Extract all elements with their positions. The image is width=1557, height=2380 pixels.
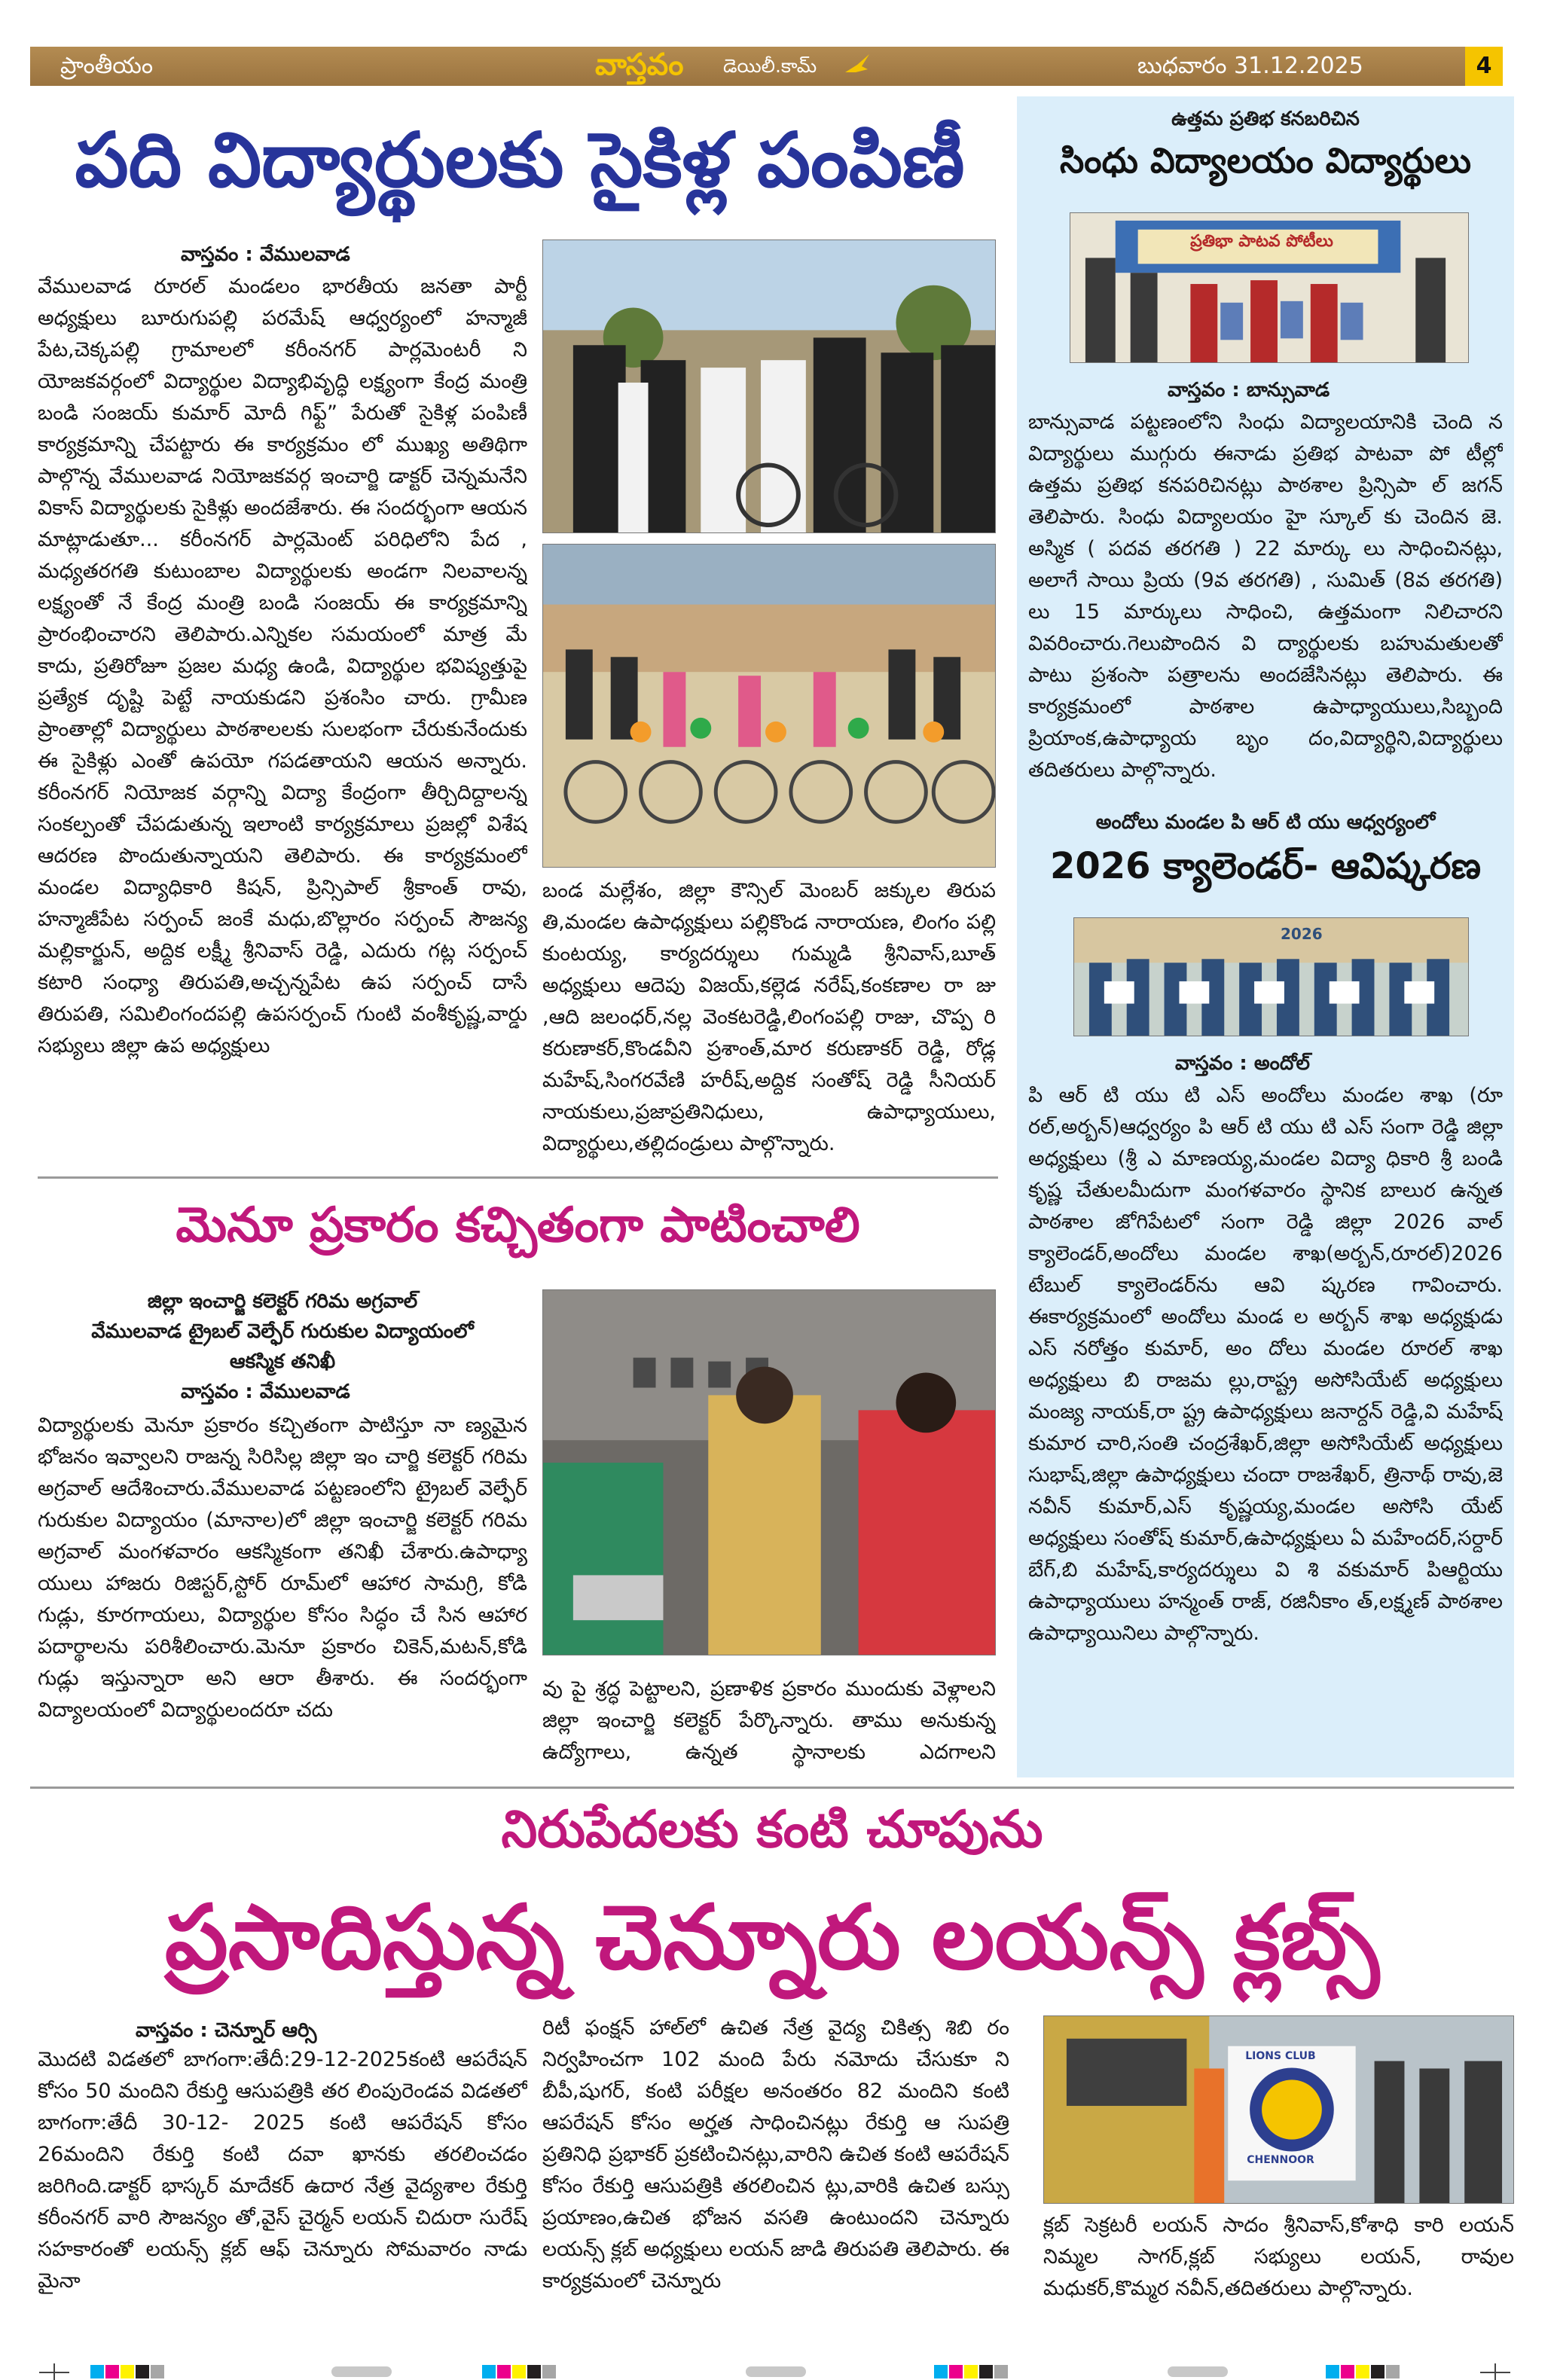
story2-sub2: వేములవాడ ట్రైబల్ వెల్ఫేర్ గురుకుల విద్యాయంలో — [91, 1320, 474, 1343]
sidebar2-body: పి ఆర్ టి యు టి ఎస్ అందోలు మండల శాఖ (రూ రల్,అర్బన్)ఆధ్వర్యం పి ఆర్ టి యు టి ఎస్ సంగా రెడ్డి జిల్లా అధ్యక్షులు (శ్రీ ఎ మాణయ్య,మండల విద్యా ధికారి శ్రీ బండి కృష్ణ చేతులమీదుగా మంగళవారం స్థానిక బాలుర ఉన్నత పాఠశాల జోగిపేటలో సంగా రెడ్డి జిల్లా 2026 వాల్ క్యాలెండర్,అందోలు మండల శాఖ(అర్బన్,రూరల్)2026 టేబుల్ క్యాలెండర్‌ను ఆవి ష్కరణ గావించారు. ఈకార్యక్రమంలో అందోలు మండ ల అర్బన్ శాఖ అధ్యక్షుడు ఎస్ నరోత్తం కుమార్, అం దోలు మండల రూరల్ శాఖ అధ్యక్షులు బి రాజమ ల్లు,రాష్ట్ర అసోసియేట్ అధ్యక్షులు మంజ్య నాయక్,రా ష్ట్ర ఉపాధ్యక్షులు జనార్దన్ రెడ్డి,వి మహేష్ కుమార చారి,సంతి చంద్రశేఖర్,జిల్లా అసోసియేట్ అధ్యక్షులు సుభాష్,జిల్లా ఉపాధ్యక్షులు చందా రాజశేఖర్, త్రినాథ్ రావు,జె నవీన్ కుమార్,ఎస్ కృష్ణయ్య,మండల అసోసి యేట్ అధ్యక్షులు సంతోష్ కుమార్,ఉపాధ్యక్షులు ఏ మహేందర్,సర్దార్ బేగ్,బి మహేష్,కార్యదర్శులు వి శి వకుమార్ పిఆర్టియు ఉపాధ్యాయులు హన్మంత్ రాజ్, రజినీకాం త్,లక్ష్మణ్ పాఠశాల ఉపాధ్యాయినిలు పాల్గొన్నారు. — [1028, 1084, 1503, 1645]
story2-headline: మెనూ ప్రకారం కచ్చితంగా పాటించాలి — [176, 1198, 860, 1253]
story2-col2: వు పై శ్రద్ధ పెట్టాలని, ప్రణాళిక ప్రకారం ముందుకు వెళ్లాలని జిల్లా ఇంచార్జి కలెక్టర్ పేర్కొన్నారు. తాము అనుకున్న ఉద్యోగాలు, ఉన్నత స్థానాలకు ఎదగాలని — [542, 1677, 996, 1764]
students-cycles-photo — [542, 544, 996, 868]
story3-headline2: ప్రసాదిస్తున్న చెన్నూరు లయన్స్ క్లబ్స్ — [164, 1885, 1380, 1989]
story3-col1: మొదటి విడతలో బాగంగా:తేదీ:29-12-2025కంటి ఆపరేషన్ కోసం 50 మందిని రేకుర్తి ఆసుపత్రికి తర లింపురెండవ విడతలో బాగంగా:తేదీ 30-12- 2025 కంటి ఆపరేషన్ కోసం 26మందిని రేకుర్తి కంటి దవా ఖానకు తరలించడం జరిగింది.డాక్టర్ భాస్కర్ మాదేకర్ ఉదార నేత్ర వైద్యశాల రేకుర్తి కరీంనగర్ వారి సౌజన్యం తో,వైస్ చైర్మన్ లయన్ చిదురా సురేష్ సహకారంతో లయన్స్ క్లబ్ ఆఫ్ చెన్నూరు సోమవారం నాడు మైనా — [38, 2048, 527, 2293]
date-label: బుధవారం 31.12.2025 — [1137, 53, 1363, 79]
story3-dateline: వాస్తవం : చెన్నూర్ ఆర్సి — [136, 2019, 317, 2042]
story2-col1: విద్యార్థులకు మెనూ ప్రకారం కచ్చితంగా పాటిస్తూ నా ణ్యమైన భోజనం ఇవ్వాలని రాజన్న సిరిసిల్ల జిల్లా ఇం చార్జి కలెక్టర్ గరిమ అగ్రవాల్ ఆదేశించారు.వేములవాడ పట్టణంలోని ట్రైబల్ వెల్ఫేర్ గురుకుల విద్యాయం (మానాల)లో జిల్లా ఇంచార్జి కలెక్టర్ గరిమ అగ్రవాల్ మంగళవారం ఆకస్మికంగా తనిఖీ చేశారు.ఉపాధ్యా యులు హాజరు రిజిస్టర్,స్టోర్ రూమ్‌లో ఆహార సామగ్రి, కోడి గుడ్లు, కూరగాయలు, విద్యార్థుల కోసం సిద్ధం చే సిన ఆహార పదార్థాలను పరిశీలించారు.మెనూ ప్రకారం చికెన్,మటన్,కోడి గుడ్లు ఇస్తున్నారా అని ఆరా తీశారు. ఈ సందర్భంగా విద్యాలయంలో విద్యార్థులందరూ చదు — [38, 1414, 527, 1722]
sidebar2-kicker: అందోలు మండల పి ఆర్ టి యు ఆధ్వర్యంలో — [1095, 811, 1436, 834]
calendar-year-text: 2026 — [1281, 925, 1323, 943]
print-color-strip — [0, 2350, 1557, 2380]
lions-banner-text2: CHENNOOR — [1247, 2154, 1314, 2166]
story1-headline: పది విద్యార్థులకు సైకిళ్ల పంపిణీ — [75, 116, 965, 204]
page-number-box: 4 — [1465, 47, 1503, 86]
lions-banner-text1: LIONS CLUB — [1245, 2050, 1316, 2062]
bird-icon — [842, 50, 872, 83]
cycle-handover-photo — [542, 240, 996, 533]
story2-sub1: జిల్లా ఇంచార్జి కలెక్టర్ గరిమ అగ్రవాల్ — [147, 1290, 418, 1313]
section-rule-2 — [30, 1787, 1514, 1789]
site-label: డెయిలీ.కామ్ — [723, 55, 817, 77]
sidebar2-dateline: వాస్తవం : అందోల్ — [1175, 1052, 1310, 1075]
story3-caption: క్లబ్ సెక్రటరీ లయన్ సాదం శ్రీనివాస్,కోశాధి కారి లయన్ నిమ్మల సాగర్,క్లబ్ సభ్యులు లయన్, రావుల మధుకర్,కొమ్మర నవీన్,తదితరులు పాల్గొన్నారు. — [1043, 2214, 1514, 2300]
sidebar1-body: బాన్సువాడ పట్టణంలోని సింధు విద్యాలయానికి చెంది న విద్యార్థులు ముగ్గురు ఈనాడు ప్రతిభ పాటవా పో టీల్లో ఉత్తమ ప్రతిభ కనపరిచినట్లు పాఠశాల ప్రిన్సిపా ల్ జగన్ తెలిపారు. సింధు విద్యాలయం హై స్కూల్ కు చెందిన జె. అస్మిక ( పదవ తరగతి ) 22 మార్కు లు సాధించినట్లు, అలాగే సాయి ప్రియ (9వ తరగతి) , సుమిత్ (8వ తరగతి) లు 15 మార్కులు సాధించి, ఉత్తమంగా నిలిచారని వివరించారు.గెలుపొందిన వి ద్యార్థులకు బహుమతులతో పాటు ప్రశంసా పత్రాలను అందజేసినట్లు తెలిపారు. ఈ కార్యక్రమంలో పాఠశాల ఉపాధ్యాయులు,సిబ్బంది ప్రియాంక,ఉపాధ్యాయ బృం దం,విద్యార్థిని,విద్యార్థులు తదితరులు పాల్గొన్నారు. — [1028, 410, 1503, 782]
story3-col2: రిటీ ఫంక్షన్ హాల్‌లో ఉచిత నేత్ర వైద్య చికిత్స శిబి రం నిర్వహించగా 102 మంది పేరు నమోదు చేసుకూ ని బీపీ,షుగర్, కంటి పరీక్షల అనంతరం 82 మందిని కంటి ఆపరేషన్ కోసం అర్హత సాధించినట్లు రేకుర్తి ఆ సుపత్రి ప్రతినిధి ప్రభాకర్ ప్రకటించినట్లు,వారిని ఉచిత కంటి ఆపరేషన్ కోసం రేకుర్తి ఆసుపత్రికి తరలించిన ట్లు,వారికి ఉచిత బస్సు ప్రయాణం,ఉచిత భోజన వసతి ఉంటుందని చెన్నూరు లయన్స్ క్లబ్ అధ్యక్షులు లయన్ జాడి తిరుపతి తెలిపారు. ఈ కార్యక్రమంలో చెన్నూరు — [542, 2016, 1009, 2293]
sindhu-banner-text: ప్రతిభా పాటవ పోటీలు — [1190, 232, 1333, 251]
sidebar1-dateline: వాస్తవం : బాన్సువాడ — [1168, 379, 1330, 401]
story1-col1: వేములవాడ రూరల్ మండలం భారతీయ జనతా పార్టీ అధ్యక్షులు బూరుగుపల్లి పరమేష్ ఆధ్వర్యంలో హన్మాజీ పేట,చెక్కపల్లి గ్రామాలలో కరీంనగర్ పార్లమెంటరీ ని యోజకవర్గంలో విద్యార్థుల విద్యాభివృద్ధి లక్ష్యంగా కేంద్ర మంత్రి బండి సంజయ్ కుమార్ మోదీ గిఫ్ట్” పేరుతో సైకిళ్ల పంపిణీ కార్యక్రమాన్ని చేపట్టారు ఈ కార్యక్రమం లో ముఖ్య అతిథిగా పాల్గొన్న వేములవాడ నియోజకవర్గ ఇంచార్జి డాక్టర్ చెన్నమనేని వికాస్ విద్యార్థులకు సైకిళ్లు అందజేశారు. ఈ సందర్భంగా ఆయన మాట్లాడుతూ... కరీంనగర్ పార్లమెంట్ పరిధిలోని పేద , మధ్యతరగతి కుటుంబాల విద్యార్థులకు అండగా నిలవాలన్న లక్ష్యంతో నే కేంద్ర మంత్రి బండి సంజయ్ ఈ కార్యక్రమాన్ని ప్రారంభించారని తెలిపారు.ఎన్నికల సమయంలో మాత్ర మే కాదు, ప్రతిరోజూ ప్రజల మధ్య ఉండి, విద్యార్థుల భవిష్యత్తుపై ప్రత్యేక దృష్టి పెట్టే నాయకుడని ప్రశంసిం చారు. గ్రామీణ ప్రాంతాల్లో విద్యార్థులు పాఠశాలలకు సులభంగా చేరుకునేందుకు ఈ సైకిళ్లు ఎంతో ఉపయో గపడతాయని ఆయన అన్నారు. కరీంనగర్ నియోజక వర్గాన్ని విద్యా కేంద్రంగా తీర్చిదిద్దాలన్న సంకల్పంతో చేపడుతున్న ఇలాంటి కార్యక్రమాలు ప్రజల్లో విశేష ఆదరణ పొందుతున్నాయని తెలిపారు. ఈ కార్యక్రమంలో మండల విద్యాధికారి కిషన్, ప్రిన్సిపాల్ శ్రీకాంత్ రావు, హన్మాజీపేట సర్పంచ్ జంకే మధు,బొల్లారం సర్పంచ్ సౌజన్య మల్లికార్జున్, అద్దిక లక్ష్మీ శ్రీనివాస్ రెడ్డి, ఎదురు గట్ల సర్పంచ్ కటారి సంధ్యా తిరుపతి,అచ్చన్నపేట ఉప సర్పంచ్ దాసే తిరుపతి, సమిలింగందపల్లి ఉపసర్పంచ్ గుంటి వంశీకృష్ణ,వార్డు సభ్యులు జిల్లా ఉప అధ్యక్షులు — [38, 275, 527, 1057]
section-label: ప్రాంతీయం — [60, 53, 154, 79]
story1-col2: బండ మల్లేశం, జిల్లా కౌన్సిల్ మెంబర్ జక్కుల తిరుప తి,మండల ఉపాధ్యక్షులు పల్లికొండ నారాయణ, లింగం పల్లి కుంటయ్య, కార్యదర్శులు గుమ్మడి శ్రీనివాస్,బూత్ అధ్యక్షులు ఆదెపు విజయ్,కల్లెడ నరేష్,కంకణాల రా జు ,ఆది జలంధర్,నల్ల వెంకటరెడ్డి,లింగంపల్లి రాజు, చొప్ప రి కరుణాకర్,కొండవీని ప్రశాంత్,మార కరుణాకర్ రెడ్డి, రోడ్ల మహేష్,సింగరవేణి హరీష్,అద్దిక సంతోష్ రెడ్డి సీనియర్ నాయకులు,ప్రజాప్రతినిధులు, ఉపాధ్యాయులు, విద్యార్థులు,తల్లిదండ్రులు పాల్గొన్నారు. — [542, 879, 996, 1155]
sidebar2-headline: 2026 క్యాలెండర్- ఆవిష్కరణ — [1049, 845, 1482, 887]
lions-club-photo — [1043, 2015, 1514, 2204]
story2-dateline: వాస్తవం : వేములవాడ — [181, 1381, 350, 1403]
collector-inspection-photo — [542, 1289, 996, 1655]
section-rule-1 — [38, 1176, 998, 1179]
sidebar1-kicker: ఉత్తమ ప్రతిభ కనబరిచిన — [1171, 108, 1360, 130]
sidebar1-headline: సింధు విద్యాలయం విద్యార్థులు — [1059, 140, 1472, 181]
story3-headline1: నిరుపేదలకు కంటి చూపును — [501, 1800, 1043, 1860]
story2-sub3: ఆకస్మిక తనిఖీ — [229, 1350, 336, 1373]
paper-logo: వాస్తవం — [595, 47, 684, 82]
story1-dateline: వాస్తవం : వేములవాడ — [181, 243, 350, 266]
calendar-release-photo — [1073, 917, 1469, 1036]
